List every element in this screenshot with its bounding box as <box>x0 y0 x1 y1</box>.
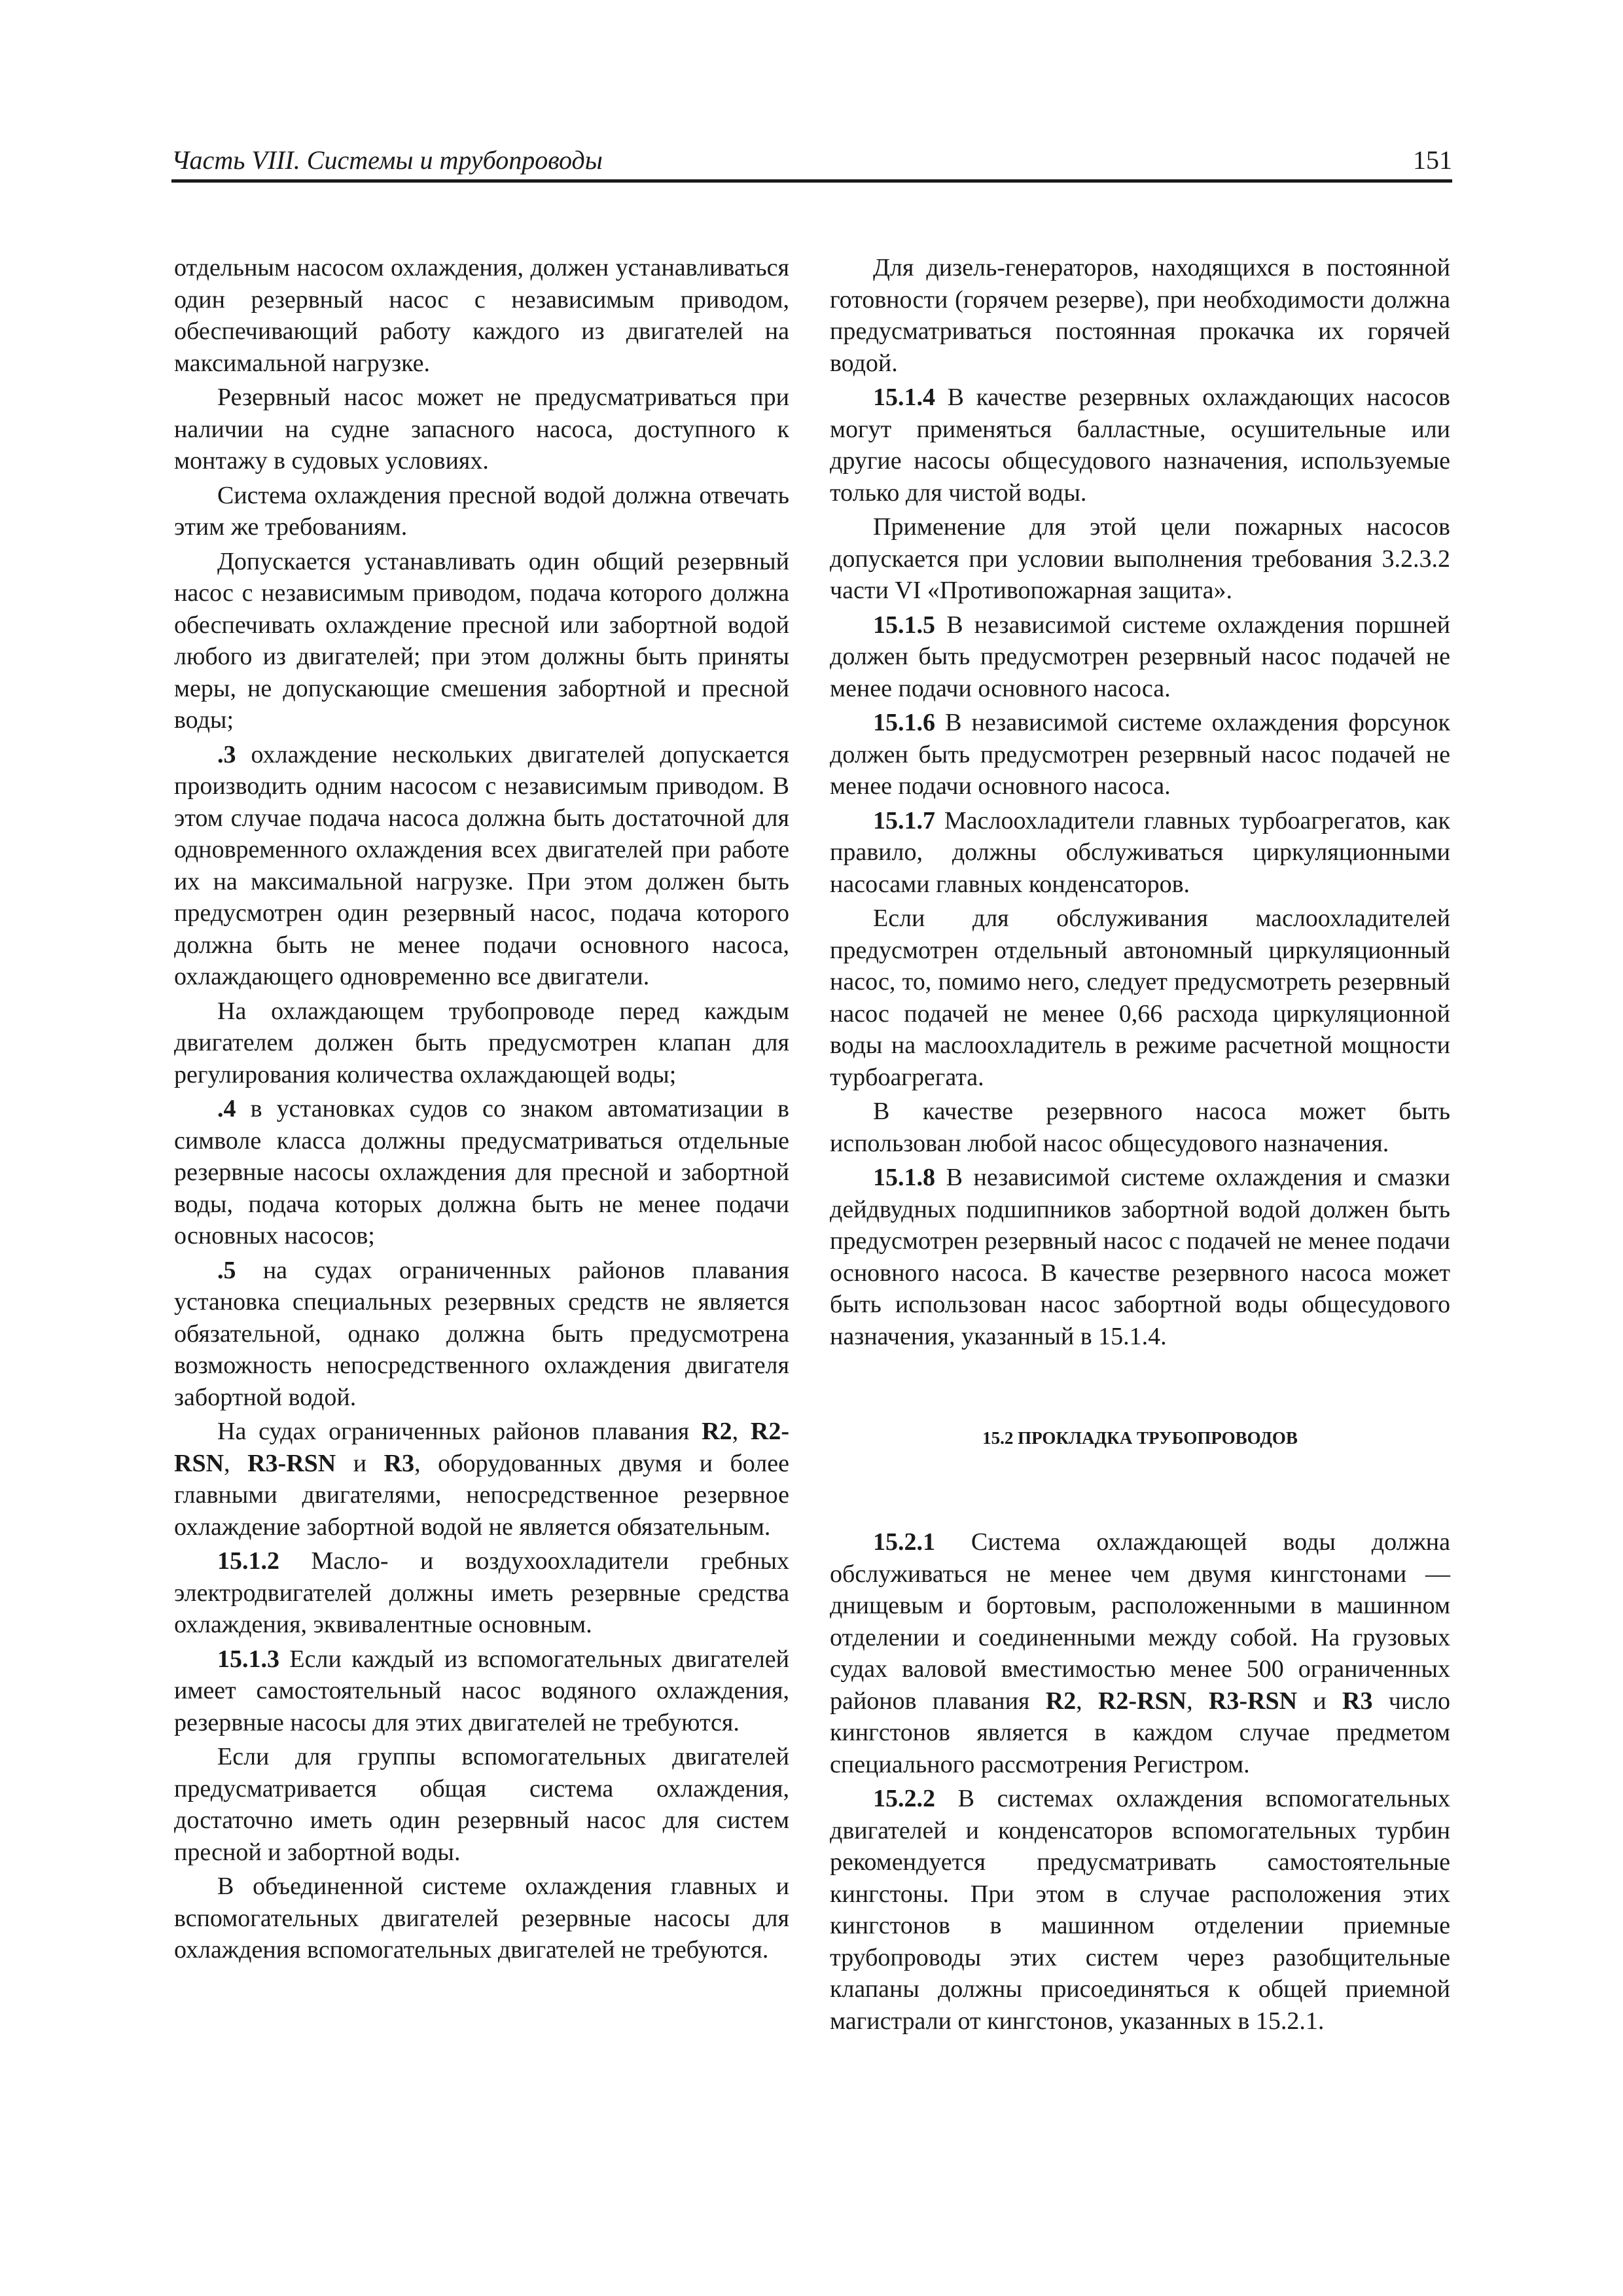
separator: , <box>1076 1687 1098 1715</box>
paragraph-text: В качестве резервных охлаждающих насосов могут применяться балластные, осушительные или другие насосы общесудового назначения, используемые только для чистой воды. <box>830 384 1450 507</box>
clause-number: 15.1.8 <box>873 1164 935 1191</box>
paragraph-text: число кингстонов является в каждом случае предметом специального рассмотрения Регистром. <box>830 1687 1451 1778</box>
clause-number: 15.1.7 <box>873 806 935 834</box>
paragraph: Резервный насос может не предусматриваться при наличии на судне запасного насоса, доступного к монтажу в судовых условиях. <box>174 384 789 475</box>
paragraph <box>174 1093 789 1252</box>
paragraph-text: Масло- и воздухоохладители гребных электродвигателей должны иметь резервные средства охлаждения, эквивалентные основным. <box>174 1547 789 1638</box>
paragraph-text: на судах ограниченных районов плавания установка специальных резервных средств не является обязательной, однако должна быть предусмотрена возможность непосредственного охлаждения двигателя забортной водой. <box>174 1256 789 1411</box>
section-heading: 15.2 ПРОКЛАДКА ТРУБОПРОВОДОВ <box>982 1428 1298 1448</box>
paragraph-text: В независимой системе охлаждения и смазки дейдвудных подшипников забортной водой должен быть предусмотрен резервный насос с подачей не менее подачи основного насоса. В качестве резервного насоса может быть использован насос забортной воды общесудового назначения, указанный в 15.1.4. <box>830 1164 1450 1350</box>
separator: и <box>1297 1687 1342 1715</box>
paragraph <box>174 1416 789 1543</box>
paragraph-text: В системах охлаждения вспомогательных двигателей и конденсаторов вспомогательных турбин рекомендуется предусматривать самостоятельные кингстоны. При этом в случае расположения этих кингстонов в машинном отделении приемные трубопроводы этих систем через разобщительные клапаны должны присоединяться к общей приемной магистрали от кингстонов, указанных в 15.2.1. <box>830 1785 1450 2035</box>
paragraph-text: На судах ограниченных районов плавания <box>217 1418 702 1445</box>
paragraph <box>174 1643 789 1739</box>
separator: и <box>336 1449 384 1477</box>
paragraph <box>830 382 1450 509</box>
paragraph: В объединенной системе охлаждения главных и вспомогательных двигателей резервные насосы для охлаждения вспомогательных двигателей не требуются. <box>174 1873 789 1964</box>
area-code: R2-RSN <box>174 1418 790 1477</box>
paragraph: Для дизель-генераторов, находящихся в постоянной готовности (горячем резерве), при необходимости должна предусматриваться постоянная прокачка их горячей водой. <box>830 254 1450 377</box>
paragraph <box>830 707 1450 802</box>
right-column <box>830 252 1450 2037</box>
area-code: R3-RSN <box>247 1449 336 1477</box>
clause-number: 15.1.4 <box>873 384 935 411</box>
clause-number: 15.1.2 <box>217 1547 279 1575</box>
paragraph-text: Если каждый из вспомогательных двигателей имеет самостоятельный насос водяного охлаждения, резервные насосы для этих двигателей не требуются. <box>174 1645 789 1736</box>
separator: , <box>732 1418 751 1445</box>
paragraph-text: Маслоохладители главных турбоагрегатов, как правило, должны обслуживаться циркуляционными насосами главных конденсаторов. <box>830 806 1450 898</box>
paragraph <box>174 739 789 993</box>
paragraph: Допускается устанавливать один общий резервный насос с независимым приводом, подача которого должна обеспечивать охлаждение пресной или забортной водой любого из двигателей; при этом должны быть приняты меры, не допускающие смешения забортной и пресной воды; <box>174 547 789 734</box>
paragraph <box>830 805 1450 901</box>
area-code: R2-RSN <box>1097 1687 1187 1715</box>
item-number: .5 <box>217 1256 236 1284</box>
area-code: R3 <box>383 1449 415 1477</box>
paragraph <box>830 1783 1450 2037</box>
item-number: .4 <box>217 1095 236 1122</box>
area-code: R3 <box>1342 1687 1373 1715</box>
paragraph-text: , оборудованных двумя и более главными двигателями, непосредственное резервное охлаждение забортной водой не является обязательным. <box>174 1449 789 1541</box>
clause-number: 15.2.2 <box>873 1785 935 1812</box>
page-header <box>171 145 1452 183</box>
area-code: R2 <box>702 1418 732 1445</box>
paragraph: Если для обслуживания маслоохладителей предусмотрен отдельный автономный циркуляционный насос, то, помимо него, следует предусмотреть резервный насос подачей не менее 0,66 расхода циркуляционной воды на маслоохладитель в режиме расчетной мощности турбоагрегата. <box>830 905 1450 1091</box>
paragraph <box>174 1545 789 1641</box>
paragraph: В качестве резервного насоса может быть использован любой насос общесудового назначения. <box>830 1098 1450 1157</box>
paragraph <box>830 609 1450 705</box>
running-title: Часть VIII. Системы и трубопроводы <box>171 145 603 175</box>
paragraph-text: Система охлаждающей воды должна обслуживаться не менее чем двумя кингстонами — днищевым и бортовым, расположенными в машинном отделении и соединенными между собой. На грузовых судах валовой вместимостью менее 500 ограниченных районов плавания <box>830 1528 1450 1715</box>
separator: , <box>1186 1687 1209 1715</box>
paragraph <box>174 1255 789 1414</box>
paragraph-text: В независимой системе охлаждения форсунок должен быть предусмотрен резервный насос подачей не менее подачи основного насоса. <box>830 709 1450 800</box>
paragraph-text: в установках судов со знаком автоматизации в символе класса должны предусматриваться отдельные резервные насосы охлаждения для пресной и забортной воды, подача которых должна быть не менее подачи основных насосов; <box>174 1095 789 1249</box>
clause-number: 15.1.6 <box>873 709 935 736</box>
left-column <box>174 252 789 1966</box>
area-code: R2 <box>1045 1687 1077 1715</box>
separator: , <box>224 1449 248 1477</box>
item-number: .3 <box>217 740 236 768</box>
clause-number: 15.1.5 <box>873 611 935 639</box>
paragraph: Если для группы вспомогательных двигателей предусматривается общая система охлаждения, достаточно иметь один резервный насос для систем пресной и забортной воды. <box>174 1743 789 1866</box>
paragraph <box>830 1162 1450 1352</box>
paragraph: отдельным насосом охлаждения, должен устанавливаться один резервный насос с независимым приводом, обеспечивающий работу каждого из двигателей на максимальной нагрузке. <box>174 254 789 377</box>
paragraph: Применение для этой цели пожарных насосов допускается при условии выполнения требования 3.2.3.2 части VI «Противопожарная защита». <box>830 513 1450 604</box>
paragraph: Система охлаждения пресной водой должна отвечать этим же требованиям. <box>174 481 789 541</box>
page-number: 151 <box>1413 145 1452 175</box>
paragraph <box>830 1526 1450 1780</box>
paragraph-text: В независимой системе охлаждения поршней должен быть предусмотрен резервный насос подачей не менее подачи основного насоса. <box>830 611 1450 702</box>
area-code: R3-RSN <box>1208 1687 1298 1715</box>
clause-number: 15.2.1 <box>873 1528 935 1556</box>
clause-number: 15.1.3 <box>217 1645 279 1673</box>
paragraph: На охлаждающем трубопроводе перед каждым двигателем должен быть предусмотрен клапан для регулирования количества охлаждающей воды; <box>174 997 789 1088</box>
paragraph-text: охлаждение нескольких двигателей допускается производить одним насосом с независимым приводом. В этом случае подача насоса должна быть достаточной для одновременного охлаждения всех двигателей при работе их на максимальной нагрузке. При этом должен быть предусмотрен один резервный насос, подача которого должна быть не менее подачи основного насоса, охлаждающего одновременно все двигатели. <box>174 740 789 990</box>
